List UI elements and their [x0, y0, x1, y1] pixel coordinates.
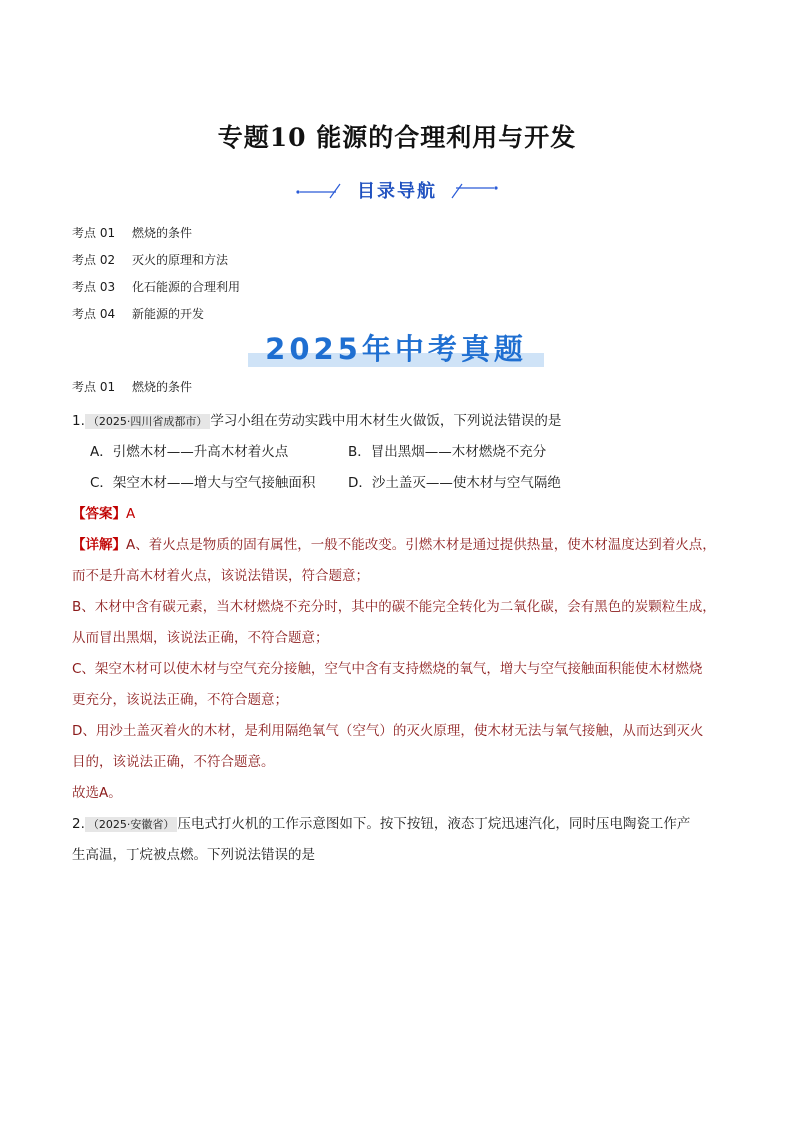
conclusion-line: 故选A。: [72, 785, 122, 801]
toc-item[interactable]: [72, 301, 240, 328]
option-c: C．架空木材——增大与空气接触面积: [90, 475, 316, 491]
toc-key: 考点 04: [72, 307, 116, 321]
toc-label: 化石能源的合理利用: [132, 280, 241, 294]
question-body: [72, 406, 732, 871]
toc-label: 燃烧的条件: [132, 226, 193, 240]
toc-label: 新能源的开发: [132, 307, 205, 321]
analysis-line: [72, 530, 732, 561]
option-b: B．冒出黑烟——木材燃烧不充分: [348, 444, 547, 460]
question-1-options-row: [72, 468, 732, 499]
question-number: 2.: [72, 816, 85, 832]
toc-item[interactable]: [72, 247, 240, 274]
question-2-stem: [72, 809, 732, 840]
table-of-contents: [72, 220, 240, 328]
question-2-stem-cont: 生高温，丁烷被点燃。下列说法错误的是: [72, 847, 315, 863]
question-text: 压电式打火机的工作示意图如下。按下按钮，液态丁烷迅速汽化，同时压电陶瓷工作产: [177, 816, 691, 832]
analysis-line: B、木材中含有碳元素，当木材燃烧不充分时，其中的碳不能完全转化为二氧化碳，会有黑色的炭颗粒生成，: [72, 599, 716, 615]
toc-item[interactable]: [72, 220, 240, 247]
question-source: （2025·安徽省）: [85, 817, 178, 832]
section-label: 燃烧的条件: [132, 380, 193, 394]
toc-key: 考点 02: [72, 253, 116, 267]
answer-value: A: [126, 506, 136, 522]
analysis-block: [72, 530, 732, 809]
analysis-line: D、用沙土盖灭着火的木材，是利用隔绝氧气（空气）的灭火原理，使木材无法与氧气接触，从而达到灭火: [72, 723, 704, 739]
section-key: 考点 01: [72, 380, 116, 394]
analysis-line: 而不是升高木材着火点，该说法错误，符合题意；: [72, 568, 369, 584]
page-title: 专题10 能源的合理利用与开发: [217, 123, 577, 152]
toc-item[interactable]: [72, 274, 240, 301]
section-heading: [72, 378, 192, 395]
analysis-label: 【详解】: [72, 537, 126, 553]
analysis-line: 更充分，该说法正确，不符合题意；: [72, 692, 288, 708]
option-a: A．引燃木材——升高木材着火点: [90, 444, 289, 460]
analysis-line: C、架空木材可以使木材与空气充分接触，空气中含有支持燃烧的氧气，增大与空气接触面积能使木材燃烧: [72, 661, 703, 677]
answer-line: [72, 499, 732, 530]
question-text: 学习小组在劳动实践中用木材生火做饭，下列说法错误的是: [210, 413, 562, 429]
answer-label: 【答案】: [72, 506, 126, 522]
banner-text: 2025年中考真题: [265, 332, 527, 366]
nav-label: 目录导航: [357, 181, 437, 202]
question-number: 1.: [72, 413, 85, 429]
question-1-stem: [72, 406, 732, 437]
toc-key: 考点 03: [72, 280, 116, 294]
option-d: D．沙土盖灭——使木材与空气隔绝: [348, 475, 561, 491]
analysis-line: 从而冒出黑烟，该说法正确，不符合题意；: [72, 630, 329, 646]
toc-key: 考点 01: [72, 226, 116, 240]
toc-label: 灭火的原理和方法: [132, 253, 229, 267]
analysis-line: 目的，该说法正确，不符合题意。: [72, 754, 275, 770]
analysis-text: A、着火点是物质的固有属性，一般不能改变。引燃木材是通过提供热量，使木材温度达到着火点，: [126, 537, 716, 553]
question-source: （2025·四川省成都市）: [85, 414, 211, 429]
exam-banner: [240, 327, 552, 371]
question-1-options-row: [72, 437, 732, 468]
